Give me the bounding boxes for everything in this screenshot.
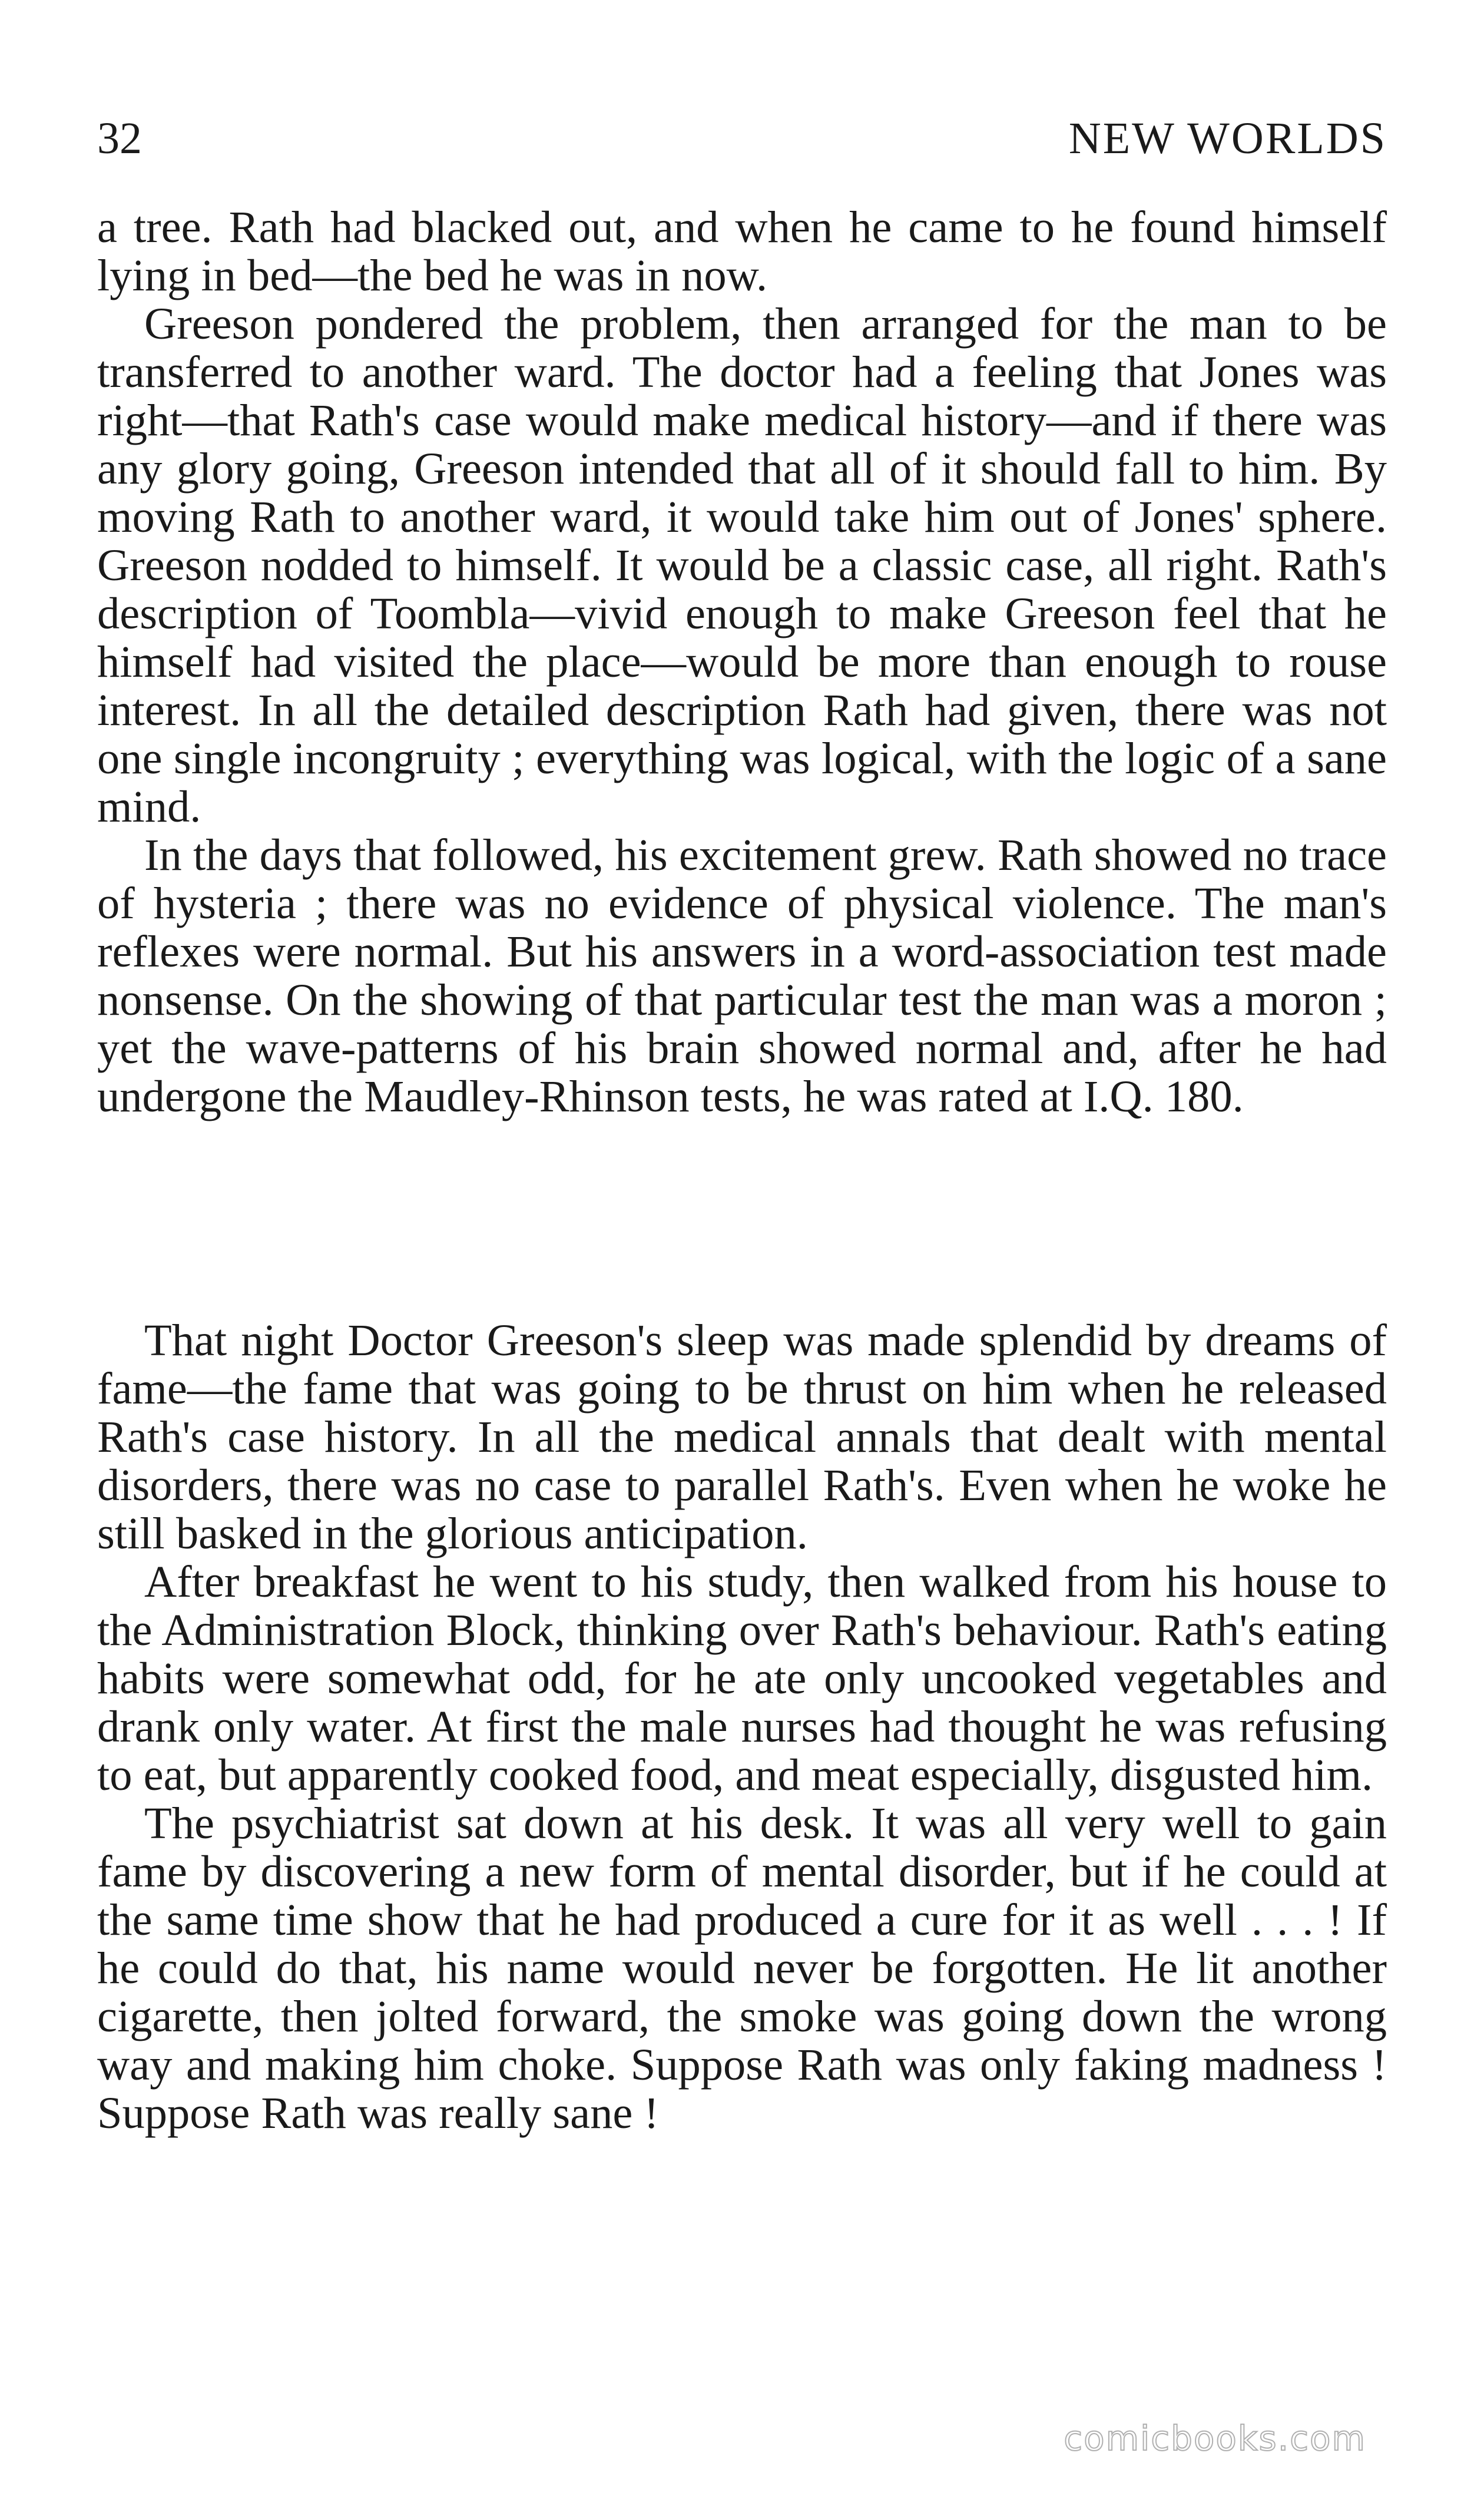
text-section-2: [97, 1316, 1387, 2137]
paragraph: That night Doctor Greeson's sleep was made splendid by dreams of fame—the fame that was going to be thrust on him when he released Rath's case history. In all the medical annals that dealt with mental disorders, there was no case to parallel Rath's. Even when he woke he still basked in the glorious anticipation.: [97, 1315, 1387, 1558]
text-section-1: [97, 203, 1387, 1121]
paragraph: After breakfast he went to his study, then walked from his house to the Administration Block, thinking over Rath's behaviour. Rath's eating habits were somewhat odd, for he ate only uncooked vegetables and drank only water. At first the male nurses had thought he was refusing to eat, but apparently cooked food, and meat especially, disgusted him.: [97, 1557, 1387, 1800]
page-header: [97, 106, 1387, 171]
watermark: comicbooks.com: [1064, 2418, 1366, 2458]
paragraph: Greeson pondered the problem, then arranged for the man to be transferred to another ward. The doctor had a feeling that Jones was right—that Rath's case would make medical history—and if there was any glory going, Greeson intended that all of it should fall to him. By moving Rath to another ward, it would take him out of Jones' sphere. Greeson nodded to himself. It would be a classic case, all right. Rath's description of Toombla—vivid enough to make Greeson feel that he himself had visited the place—would be more than enough to rouse interest. In all the detailed description Rath had given, there was not one single incongruity ; everything was logical, with the logic of a sane mind.: [97, 299, 1387, 832]
paragraph: a tree. Rath had blacked out, and when he came to he found himself lying in bed—the bed he was in now.: [97, 202, 1387, 300]
running-title: NEW WORLDS: [1068, 114, 1387, 163]
paragraph: In the days that followed, his excitement grew. Rath showed no trace of hysteria ; there was no evidence of physical violence. The man's reflexes were normal. But his answers in a word-association test made nonsense. On the showing of that particular test the man was a moron ; yet the wave-patterns of his brain showed normal and, after he had undergone the Maudley-Rhinson tests, he was rated at I.Q. 180.: [97, 830, 1387, 1121]
page-number: 32: [97, 114, 142, 163]
paragraph: The psychiatrist sat down at his desk. It was all very well to gain fame by discovering a new form of mental disorder, but if he could at the same time show that he had produced a cure for it as well . . . ! If he could do that, his name would never be forgotten. He lit another cigarette, then jolted forward, the smoke was going down the wrong way and making him choke. Suppose Rath was only faking madness ! Suppose Rath was really sane !: [97, 1798, 1387, 2138]
